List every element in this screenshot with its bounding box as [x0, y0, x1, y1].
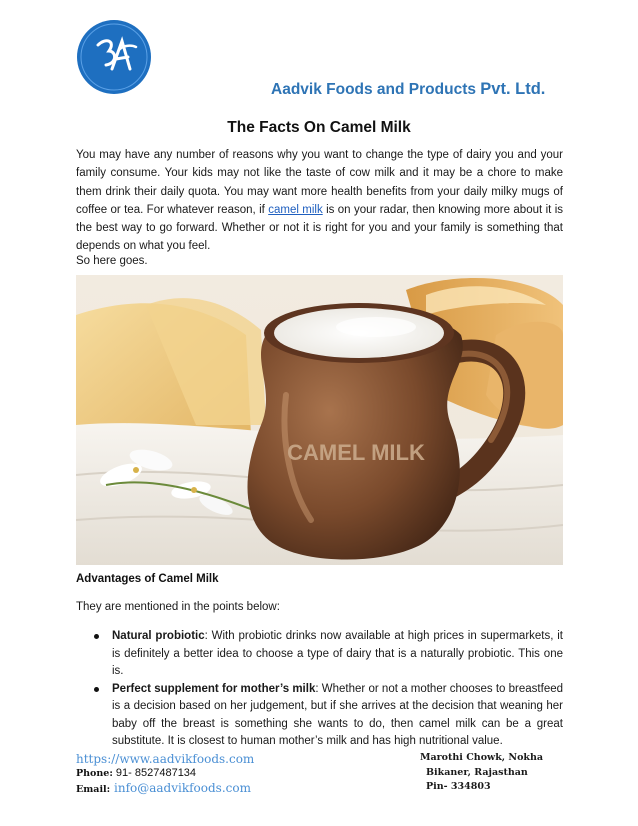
advantage-term: Perfect supplement for mother’s milk	[112, 682, 316, 695]
email-label: Email:	[76, 784, 111, 795]
advantages-list	[76, 628, 563, 751]
address-line-2: Bikaner, Rajasthan	[426, 766, 528, 778]
phone-label: Phone:	[76, 767, 113, 779]
bullet-icon	[94, 634, 99, 639]
advantage-text: : With probiotic drinks now available at high prices in supermarkets, it is definitely a better idea to choose a type of dairy that is a naturally probiotic. This one is.	[112, 630, 564, 677]
email-link[interactable]: info@aadvikfoods.com	[110, 781, 251, 795]
advantages-intro: They are mentioned in the points below:	[76, 601, 280, 613]
website-link[interactable]: https://www.aadvikfoods.com	[76, 752, 255, 766]
advantage-term: Natural probiotic	[112, 630, 205, 642]
address-line-3: Pin- 334803	[426, 781, 491, 792]
intro-text-before-link: You may have any number of reasons why you want to change the type of dairy you and your family consume. Your kids may not like the taste of cow milk and it may be a chore to make them drink their daily quota. You may want more health benefits from your daily milky mugs of coffee or tea. For whatever reason, if	[76, 149, 563, 216]
company-suffix: Pvt. Ltd.	[480, 80, 546, 98]
camel-milk-photo	[76, 275, 563, 565]
advantages-heading: Advantages of Camel Milk	[76, 573, 219, 585]
page-title	[0, 119, 638, 137]
company-name	[271, 80, 545, 99]
phone-number: 91- 8527487134	[112, 766, 197, 779]
page-footer	[76, 752, 563, 796]
photo-caption: CAMEL MILK	[287, 440, 425, 465]
list-item	[76, 628, 563, 681]
company-name-text: Aadvik Foods and Products	[271, 81, 481, 98]
page-title-text: The Facts On Camel Milk	[227, 119, 411, 136]
camel-milk-link[interactable]: camel milk	[268, 203, 323, 216]
so-here-goes-text: So here goes.	[76, 255, 148, 267]
address-line-1: Marothi Chowk, Nokha	[420, 752, 544, 763]
company-logo	[76, 19, 152, 95]
advantage-text: : Whether or not a mother chooses to breastfeed is a decision based on her judgement, but if she arrives at the decision that weaning her baby off the breast is something she wants to do, then camel milk can be a great substitute. It is closest to human mother’s milk and has high nutritional value.	[112, 682, 564, 747]
intro-paragraph	[76, 146, 563, 256]
intro-text-after-link: is on your radar, then knowing more about it is the best way to go forward. Whether or not it is right for you and your family is something that depends on what you feel.	[76, 203, 564, 253]
list-item	[76, 681, 563, 751]
bullet-icon	[94, 687, 99, 692]
